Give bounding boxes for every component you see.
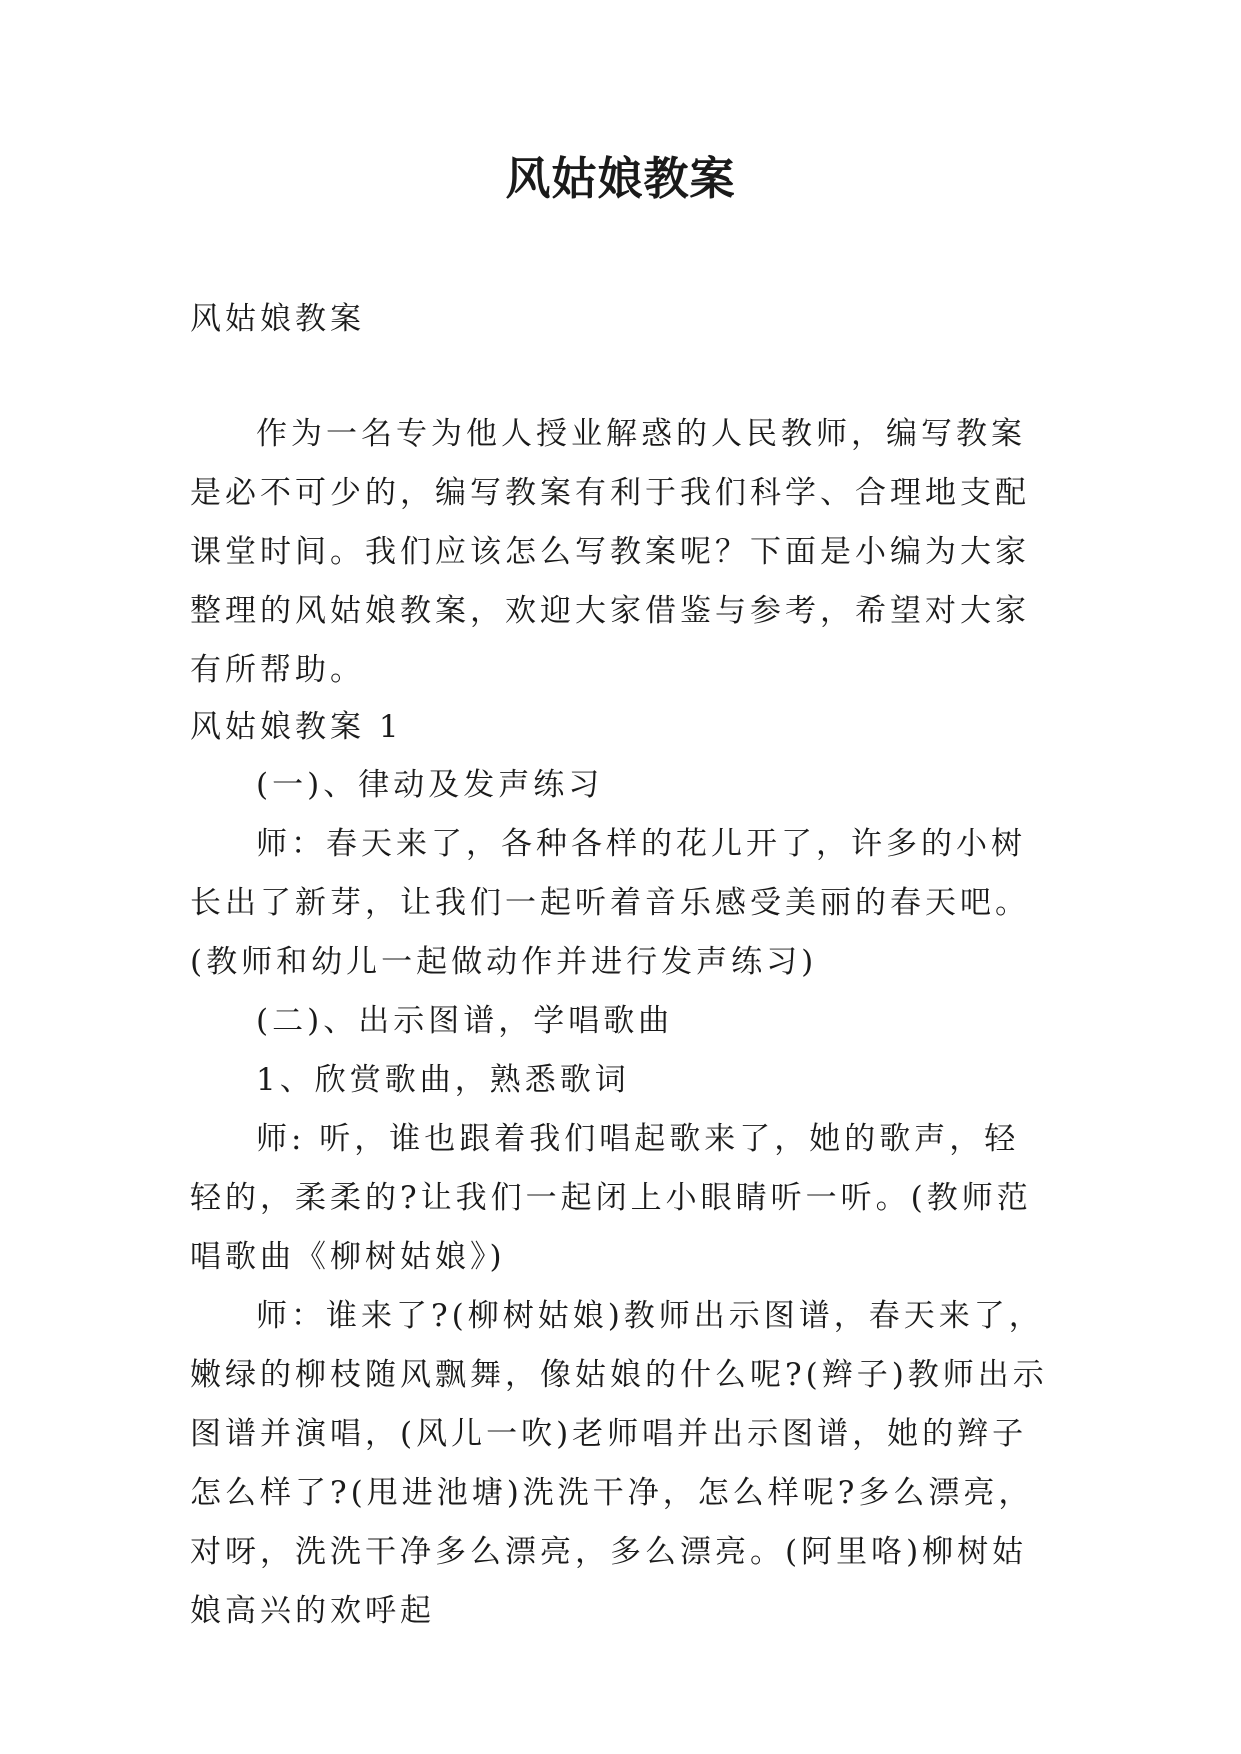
intro-paragraph xyxy=(190,405,1050,700)
section-content xyxy=(190,756,1050,1641)
paragraph: (一)、律动及发声练习 xyxy=(256,767,604,803)
paragraph: 师: 听，谁也跟着我们唱起歌来了，她的歌声，轻轻的，柔柔的?让我们一起闭上小眼睛听一听。(教师范唱歌曲《柳树姑娘》) xyxy=(190,1121,1032,1275)
paragraph: 师：谁来了?(柳树姑娘)教师出示图谱，春天来了，嫩绿的柳枝随风飘舞，像姑娘的什么呢?(辫子)教师出示图谱并演唱，(风儿一吹)老师唱并出示图谱，她的辫子怎么样了?(甩进池塘)洗洗干净，怎么样呢?多么漂亮，对呀，洗洗干净多么漂亮，多么漂亮。(阿里咯)柳树姑娘高兴的欢呼起 xyxy=(190,1298,1048,1629)
section-heading: 风姑娘教案 1 xyxy=(190,709,403,745)
paragraph: 师：春天来了，各种各样的花儿开了，许多的小树长出了新芽，让我们一起听着音乐感受美丽的春天吧。(教师和幼儿一起做动作并进行发声练习) xyxy=(190,826,1030,980)
intro-text: 作为一名专为他人授业解惑的人民教师，编写教案是必不可少的，编写教案有利于我们科学、合理地支配课堂时间。我们应该怎么写教案呢？下面是小编为大家整理的风姑娘教案，欢迎大家借鉴与参考，希望对大家有所帮助。 xyxy=(190,416,1030,688)
document-title: 风姑娘教案 xyxy=(505,152,736,205)
paragraph: (二)、出示图谱，学唱歌曲 xyxy=(256,1003,674,1039)
document-subtitle: 风姑娘教案 xyxy=(190,301,365,337)
paragraph: 1、欣赏歌曲，熟悉歌词 xyxy=(256,1062,630,1098)
